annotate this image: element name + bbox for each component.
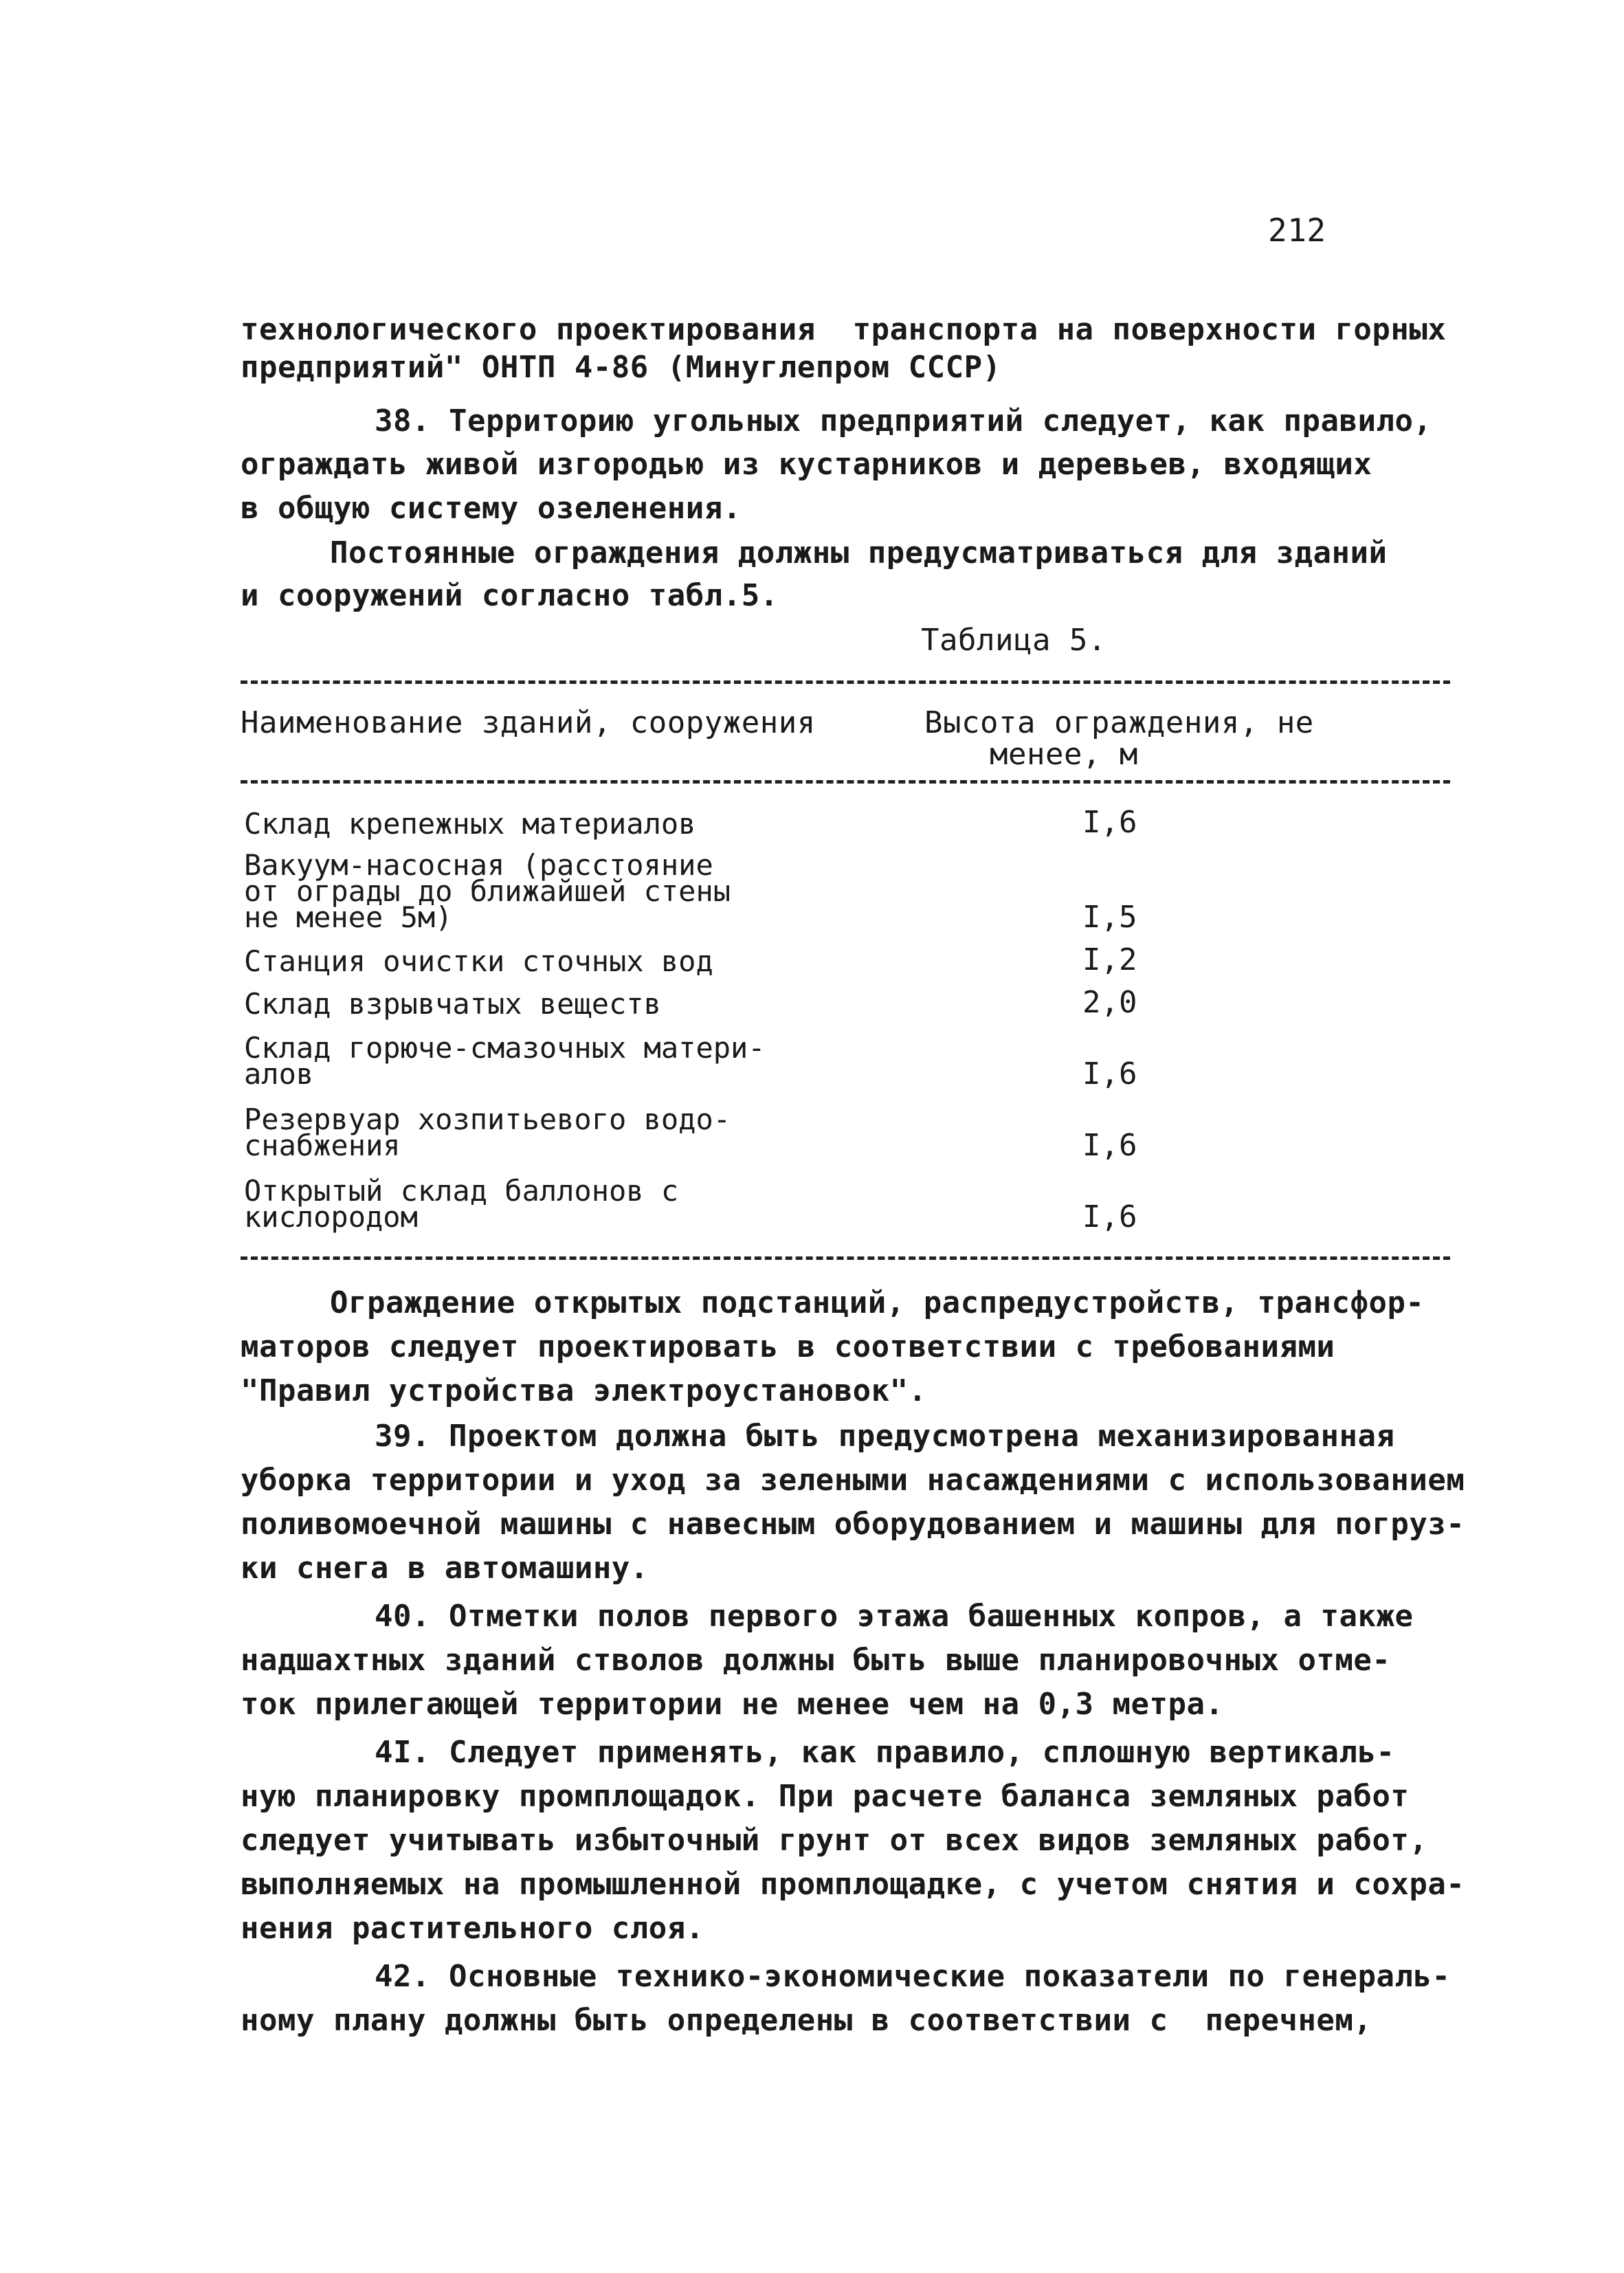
row-value: I,5 bbox=[1082, 900, 1137, 935]
paragraph-39-line: уборка территории и уход за зелеными насаждениями с использованием bbox=[241, 1463, 1465, 1498]
paragraph-fence-line: Ограждение открытых подстанций, распредустройств, трансфор- bbox=[330, 1285, 1425, 1320]
paragraph-39-line: поливомоечной машины с навесным оборудованием и машины для погруз- bbox=[241, 1507, 1465, 1542]
intro-line: технологического проектирования транспорта на поверхности горных bbox=[241, 312, 1447, 347]
paragraph-38-line: ограждать живой изгородью из кустарников и деревьев, входящих bbox=[241, 447, 1372, 482]
table-header-name: Наименование зданий, сооружения bbox=[241, 705, 816, 740]
row-name-line: кислородом bbox=[244, 1200, 418, 1234]
row-name-line: Открытый склад баллонов с bbox=[244, 1174, 679, 1208]
row-name-line: не менее 5м) bbox=[244, 900, 453, 934]
table-header-rule bbox=[241, 780, 1450, 784]
paragraph-41-line: выполняемых на промышленной промплощадке, с учетом снятия и сохра- bbox=[241, 1867, 1465, 1902]
paragraph-39-line: 39. Проектом должна быть предусмотрена механизированная bbox=[375, 1419, 1395, 1454]
paragraph-40-line: 40. Отметки полов первого этажа башенных копров, а также bbox=[375, 1599, 1414, 1634]
row-value: I,6 bbox=[1082, 1128, 1137, 1163]
row-name-line: Склад крепежных материалов bbox=[244, 807, 696, 841]
row-value: I,6 bbox=[1082, 1056, 1137, 1091]
row-name-line: Склад взрывчатых веществ bbox=[244, 987, 661, 1021]
row-value: I,6 bbox=[1082, 1199, 1137, 1234]
paragraph-42-line: 42. Основные технико-экономические показатели по генераль- bbox=[375, 1959, 1451, 1994]
intro-line: предприятий" ОНТП 4-86 (Минуглепром СССР) bbox=[241, 350, 1001, 385]
paragraph-40-line: ток прилегающей территории не менее чем на 0,3 метра. bbox=[241, 1687, 1224, 1722]
paragraph-38b-line: Постоянные ограждения должны предусматриваться для зданий bbox=[330, 535, 1388, 570]
paragraph-41-line: 4I. Следует применять, как правило, сплошную вертикаль- bbox=[375, 1735, 1395, 1770]
paragraph-42-line: ному плану должны быть определены в соответствии с перечнем, bbox=[241, 2003, 1372, 2038]
page-number: 212 bbox=[1268, 212, 1326, 249]
paragraph-fence-line: маторов следует проектировать в соответствии с требованиями bbox=[241, 1329, 1335, 1364]
paragraph-40-line: надшахтных зданий стволов должны быть выше планировочных отме- bbox=[241, 1643, 1391, 1678]
paragraph-41-line: нения растительного слоя. bbox=[241, 1911, 704, 1946]
table-header-height: Высота ограждения, не bbox=[924, 705, 1314, 740]
table-top-rule bbox=[241, 680, 1450, 684]
row-name-line: Склад горюче-смазочных матери- bbox=[244, 1031, 766, 1065]
row-name-line: Вакуум-насосная (расстояние bbox=[244, 848, 713, 882]
table-caption: Таблица 5. bbox=[921, 623, 1106, 658]
row-name-line: Станция очистки сточных вод bbox=[244, 944, 713, 978]
row-name-line: снабжения bbox=[244, 1129, 401, 1162]
row-name-line: алов bbox=[244, 1057, 314, 1091]
row-name-line: Резервуар хозпитьевого водо- bbox=[244, 1102, 731, 1136]
paragraph-39-line: ки снега в автомашину. bbox=[241, 1551, 649, 1586]
row-value: I,6 bbox=[1082, 805, 1137, 840]
table-bottom-rule bbox=[241, 1256, 1450, 1260]
paragraph-38-line: 38. Территорию угольных предприятий следует, как правило, bbox=[375, 403, 1432, 439]
paragraph-41-line: следует учитывать избыточный грунт от всех видов земляных работ, bbox=[241, 1823, 1428, 1858]
row-value: I,2 bbox=[1082, 942, 1137, 977]
paragraph-38-line: в общую систему озеленения. bbox=[241, 491, 742, 526]
paragraph-fence-line: "Правил устройства электроустановок". bbox=[241, 1373, 927, 1408]
table-header-height-unit: менее, м bbox=[990, 737, 1138, 772]
paragraph-38b-line: и сооружений согласно табл.5. bbox=[241, 578, 779, 613]
row-name-line: от ограды до ближайшей стены bbox=[244, 874, 731, 908]
paragraph-41-line: ную планировку промплощадок. При расчете баланса земляных работ bbox=[241, 1779, 1410, 1814]
row-value: 2,0 bbox=[1082, 985, 1137, 1020]
